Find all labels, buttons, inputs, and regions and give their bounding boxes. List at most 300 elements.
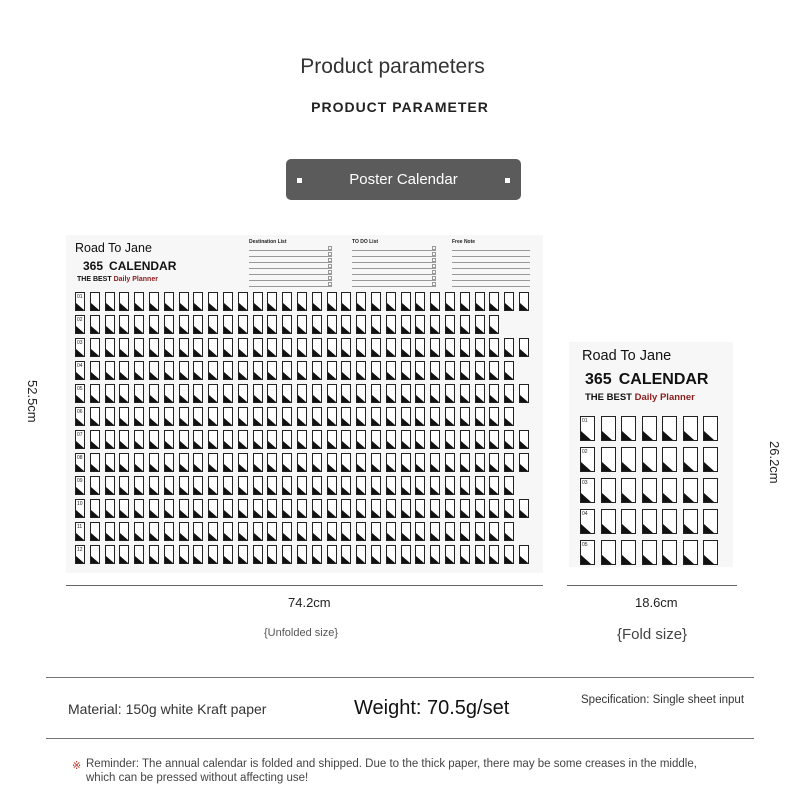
day-corner-triangle-icon xyxy=(602,462,612,471)
day-corner-triangle-icon xyxy=(461,510,469,517)
day-corner-triangle-icon xyxy=(520,510,528,517)
calendar-day-cell xyxy=(134,522,144,541)
day-corner-triangle-icon xyxy=(76,441,84,448)
day-corner-triangle-icon xyxy=(209,441,217,448)
day-corner-triangle-icon xyxy=(180,441,188,448)
calendar-day-cell xyxy=(193,430,203,449)
calendar-day-cell xyxy=(386,522,396,541)
day-corner-triangle-icon xyxy=(446,372,454,379)
day-corner-triangle-icon xyxy=(165,418,173,425)
day-corner-triangle-icon xyxy=(416,510,424,517)
list-line xyxy=(249,268,332,269)
month-number: 10 xyxy=(77,501,83,507)
calendar-day-cell xyxy=(519,338,529,357)
day-corner-triangle-icon xyxy=(372,349,380,356)
month-number: 03 xyxy=(582,480,588,486)
calendar-day-cell xyxy=(267,545,277,564)
calendar-day-cell xyxy=(601,540,616,565)
day-corner-triangle-icon xyxy=(663,555,673,564)
calendar-day-cell xyxy=(371,545,381,564)
day-corner-triangle-icon xyxy=(446,533,454,540)
calendar-day-cell xyxy=(356,453,366,472)
calendar-day-cell xyxy=(371,476,381,495)
calendar-day-cell xyxy=(475,545,485,564)
day-corner-triangle-icon xyxy=(194,510,202,517)
day-corner-triangle-icon xyxy=(416,441,424,448)
day-corner-triangle-icon xyxy=(76,533,84,540)
day-corner-triangle-icon xyxy=(387,556,395,563)
day-corner-triangle-icon xyxy=(490,441,498,448)
calendar-day-cell xyxy=(327,522,337,541)
calendar-day-cell xyxy=(238,453,248,472)
day-corner-triangle-icon xyxy=(357,510,365,517)
day-corner-triangle-icon xyxy=(313,556,321,563)
small-poster-tagline xyxy=(585,392,695,403)
day-corner-triangle-icon xyxy=(416,556,424,563)
calendar-day-cell xyxy=(662,509,677,534)
calendar-day-cell xyxy=(401,430,411,449)
day-corner-triangle-icon xyxy=(239,533,247,540)
day-corner-triangle-icon xyxy=(150,464,158,471)
day-corner-triangle-icon xyxy=(357,441,365,448)
calendar-day-cell xyxy=(341,499,351,518)
calendar-day-cell xyxy=(489,545,499,564)
calendar-day-cell xyxy=(489,430,499,449)
calendar-day-cell xyxy=(662,478,677,503)
day-corner-triangle-icon xyxy=(342,326,350,333)
calendar-day-cell xyxy=(119,315,129,334)
day-corner-triangle-icon xyxy=(342,487,350,494)
day-corner-triangle-icon xyxy=(313,487,321,494)
calendar-day-cell xyxy=(253,430,263,449)
calendar-day-cell xyxy=(445,476,455,495)
day-corner-triangle-icon xyxy=(239,349,247,356)
calendar-day-cell xyxy=(445,499,455,518)
day-corner-triangle-icon xyxy=(328,349,336,356)
day-corner-triangle-icon xyxy=(135,464,143,471)
day-corner-triangle-icon xyxy=(91,418,99,425)
calendar-day-cell xyxy=(519,453,529,472)
day-corner-triangle-icon xyxy=(431,326,439,333)
calendar-day-cell xyxy=(208,499,218,518)
list-line xyxy=(249,262,332,263)
day-corner-triangle-icon xyxy=(209,556,217,563)
calendar-day-cell xyxy=(208,361,218,380)
day-corner-triangle-icon xyxy=(194,441,202,448)
calendar-day-cell xyxy=(75,384,85,403)
month-number: 06 xyxy=(77,409,83,415)
day-corner-triangle-icon xyxy=(298,464,306,471)
calendar-day-cell xyxy=(297,430,307,449)
checkbox-icon xyxy=(432,246,436,250)
day-corner-triangle-icon xyxy=(402,464,410,471)
day-corner-triangle-icon xyxy=(431,372,439,379)
calendar-day-cell xyxy=(415,499,425,518)
calendar-day-cell xyxy=(445,545,455,564)
day-corner-triangle-icon xyxy=(76,326,84,333)
calendar-day-cell xyxy=(282,453,292,472)
checkbox-icon xyxy=(328,270,332,274)
day-corner-triangle-icon xyxy=(165,326,173,333)
calendar-day-cell xyxy=(341,476,351,495)
day-corner-triangle-icon xyxy=(476,487,484,494)
calendar-day-cell xyxy=(356,430,366,449)
day-corner-triangle-icon xyxy=(684,555,694,564)
day-corner-triangle-icon xyxy=(150,418,158,425)
calendar-day-cell xyxy=(238,338,248,357)
calendar-day-cell xyxy=(149,499,159,518)
day-corner-triangle-icon xyxy=(490,395,498,402)
checkbox-icon xyxy=(328,276,332,280)
day-corner-triangle-icon xyxy=(283,441,291,448)
day-corner-triangle-icon xyxy=(342,303,350,310)
calendar-day-cell xyxy=(105,407,115,426)
calendar-day-cell xyxy=(430,292,440,311)
calendar-day-cell xyxy=(208,522,218,541)
calendar-day-cell xyxy=(401,499,411,518)
day-corner-triangle-icon xyxy=(313,510,321,517)
day-corner-triangle-icon xyxy=(254,464,262,471)
day-corner-triangle-icon xyxy=(76,303,84,310)
calendar-day-cell xyxy=(601,447,616,472)
calendar-day-cell xyxy=(297,545,307,564)
calendar-day-cell xyxy=(134,315,144,334)
day-corner-triangle-icon xyxy=(476,441,484,448)
calendar-day-cell xyxy=(356,361,366,380)
day-corner-triangle-icon xyxy=(150,372,158,379)
day-corner-triangle-icon xyxy=(416,487,424,494)
specification-spec: Specification: Single sheet input xyxy=(581,694,745,706)
day-corner-triangle-icon xyxy=(476,510,484,517)
list-line xyxy=(452,262,530,263)
day-corner-triangle-icon xyxy=(298,326,306,333)
calendar-day-cell xyxy=(460,361,470,380)
calendar-day-cell xyxy=(460,384,470,403)
day-corner-triangle-icon xyxy=(268,303,276,310)
small-poster-number: 365 xyxy=(585,371,612,388)
day-corner-triangle-icon xyxy=(150,326,158,333)
day-corner-triangle-icon xyxy=(461,349,469,356)
day-corner-triangle-icon xyxy=(581,555,591,564)
calendar-day-cell xyxy=(327,476,337,495)
calendar-day-cell xyxy=(662,540,677,565)
calendar-day-cell xyxy=(327,430,337,449)
calendar-day-cell xyxy=(445,522,455,541)
calendar-day-cell xyxy=(193,453,203,472)
calendar-day-cell xyxy=(164,453,174,472)
checkbox-icon xyxy=(432,252,436,256)
day-corner-triangle-icon xyxy=(180,395,188,402)
calendar-day-cell xyxy=(415,292,425,311)
calendar-day-cell xyxy=(445,361,455,380)
day-corner-triangle-icon xyxy=(476,326,484,333)
day-corner-triangle-icon xyxy=(602,431,612,440)
free-note-label: Free Note xyxy=(452,239,476,245)
calendar-day-cell xyxy=(371,361,381,380)
calendar-day-cell xyxy=(119,361,129,380)
month-number: 05 xyxy=(582,542,588,548)
calendar-day-cell xyxy=(179,361,189,380)
day-corner-triangle-icon xyxy=(643,431,653,440)
day-corner-triangle-icon xyxy=(150,395,158,402)
day-corner-triangle-icon xyxy=(581,493,591,502)
day-corner-triangle-icon xyxy=(387,372,395,379)
calendar-day-cell xyxy=(75,522,85,541)
calendar-day-cell xyxy=(90,315,100,334)
calendar-day-cell xyxy=(415,384,425,403)
calendar-day-cell xyxy=(105,453,115,472)
day-corner-triangle-icon xyxy=(194,487,202,494)
day-corner-triangle-icon xyxy=(239,441,247,448)
day-corner-triangle-icon xyxy=(91,556,99,563)
day-corner-triangle-icon xyxy=(180,326,188,333)
calendar-day-cell xyxy=(371,522,381,541)
day-corner-triangle-icon xyxy=(328,372,336,379)
calendar-day-cell xyxy=(193,499,203,518)
day-corner-triangle-icon xyxy=(372,487,380,494)
calendar-day-cell xyxy=(90,338,100,357)
calendar-day-cell xyxy=(703,416,718,441)
day-corner-triangle-icon xyxy=(431,510,439,517)
day-corner-triangle-icon xyxy=(194,464,202,471)
calendar-day-cell xyxy=(75,315,85,334)
checkbox-icon xyxy=(432,270,436,274)
calendar-day-cell xyxy=(297,361,307,380)
calendar-day-cell xyxy=(445,338,455,357)
calendar-day-cell xyxy=(642,540,657,565)
day-corner-triangle-icon xyxy=(254,349,262,356)
list-line xyxy=(249,280,332,281)
day-corner-triangle-icon xyxy=(283,556,291,563)
day-corner-triangle-icon xyxy=(194,418,202,425)
day-corner-triangle-icon xyxy=(313,441,321,448)
badge-label: Poster Calendar xyxy=(349,171,458,188)
day-corner-triangle-icon xyxy=(704,462,714,471)
list-line xyxy=(352,286,436,287)
calendar-day-cell xyxy=(149,545,159,564)
day-corner-triangle-icon xyxy=(357,464,365,471)
calendar-day-cell xyxy=(134,292,144,311)
day-corner-triangle-icon xyxy=(224,326,232,333)
day-corner-triangle-icon xyxy=(150,349,158,356)
day-corner-triangle-icon xyxy=(180,533,188,540)
calendar-day-cell xyxy=(238,430,248,449)
day-corner-triangle-icon xyxy=(165,372,173,379)
calendar-day-cell xyxy=(683,509,698,534)
day-corner-triangle-icon xyxy=(446,510,454,517)
calendar-day-cell xyxy=(703,540,718,565)
day-corner-triangle-icon xyxy=(224,510,232,517)
day-corner-triangle-icon xyxy=(357,372,365,379)
month-number: 08 xyxy=(77,455,83,461)
calendar-day-cell xyxy=(105,430,115,449)
calendar-day-cell xyxy=(386,315,396,334)
calendar-day-cell xyxy=(356,384,366,403)
day-corner-triangle-icon xyxy=(120,372,128,379)
day-corner-triangle-icon xyxy=(224,395,232,402)
day-corner-triangle-icon xyxy=(120,556,128,563)
day-corner-triangle-icon xyxy=(416,372,424,379)
day-corner-triangle-icon xyxy=(372,395,380,402)
day-corner-triangle-icon xyxy=(704,431,714,440)
calendar-day-cell xyxy=(504,292,514,311)
small-poster-image xyxy=(569,342,733,567)
calendar-day-cell xyxy=(460,545,470,564)
month-number: 01 xyxy=(77,294,83,300)
calendar-day-cell xyxy=(371,292,381,311)
day-corner-triangle-icon xyxy=(298,510,306,517)
day-corner-triangle-icon xyxy=(283,533,291,540)
large-poster-brand: Road To Jane xyxy=(75,241,152,255)
day-corner-triangle-icon xyxy=(239,326,247,333)
day-corner-triangle-icon xyxy=(431,349,439,356)
day-corner-triangle-icon xyxy=(402,487,410,494)
day-corner-triangle-icon xyxy=(135,487,143,494)
day-corner-triangle-icon xyxy=(76,510,84,517)
calendar-day-cell xyxy=(238,545,248,564)
calendar-day-cell xyxy=(580,540,595,565)
calendar-day-cell xyxy=(105,522,115,541)
calendar-day-cell xyxy=(223,292,233,311)
calendar-day-cell xyxy=(179,407,189,426)
calendar-day-cell xyxy=(356,522,366,541)
day-corner-triangle-icon xyxy=(704,493,714,502)
day-corner-triangle-icon xyxy=(239,556,247,563)
calendar-day-cell xyxy=(475,315,485,334)
checkbox-icon xyxy=(328,246,332,250)
day-corner-triangle-icon xyxy=(298,349,306,356)
day-corner-triangle-icon xyxy=(476,533,484,540)
day-corner-triangle-icon xyxy=(490,487,498,494)
day-corner-triangle-icon xyxy=(209,326,217,333)
calendar-day-cell xyxy=(445,430,455,449)
calendar-day-cell xyxy=(223,407,233,426)
calendar-day-cell xyxy=(386,430,396,449)
calendar-day-cell xyxy=(164,384,174,403)
calendar-day-cell xyxy=(134,430,144,449)
day-corner-triangle-icon xyxy=(416,326,424,333)
calendar-day-cell xyxy=(371,315,381,334)
day-corner-triangle-icon xyxy=(461,556,469,563)
large-poster-calendar: CALENDAR xyxy=(109,259,177,273)
calendar-day-cell xyxy=(489,338,499,357)
day-corner-triangle-icon xyxy=(490,372,498,379)
day-corner-triangle-icon xyxy=(505,349,513,356)
calendar-day-cell xyxy=(489,315,499,334)
calendar-day-cell xyxy=(371,384,381,403)
month-number: 02 xyxy=(77,317,83,323)
day-corner-triangle-icon xyxy=(120,510,128,517)
calendar-day-cell xyxy=(253,384,263,403)
calendar-day-cell xyxy=(312,430,322,449)
calendar-day-cell xyxy=(415,315,425,334)
day-corner-triangle-icon xyxy=(684,493,694,502)
day-corner-triangle-icon xyxy=(165,395,173,402)
day-corner-triangle-icon xyxy=(268,349,276,356)
calendar-day-cell xyxy=(208,407,218,426)
day-corner-triangle-icon xyxy=(135,303,143,310)
day-corner-triangle-icon xyxy=(431,441,439,448)
calendar-day-cell xyxy=(519,292,529,311)
day-corner-triangle-icon xyxy=(643,555,653,564)
calendar-day-cell xyxy=(327,545,337,564)
calendar-day-cell xyxy=(179,338,189,357)
day-corner-triangle-icon xyxy=(372,441,380,448)
day-corner-triangle-icon xyxy=(684,431,694,440)
calendar-day-cell xyxy=(238,315,248,334)
spec-top-divider xyxy=(46,677,754,678)
day-corner-triangle-icon xyxy=(490,303,498,310)
checkbox-icon xyxy=(328,282,332,286)
calendar-day-cell xyxy=(683,447,698,472)
calendar-day-cell xyxy=(327,338,337,357)
day-corner-triangle-icon xyxy=(313,395,321,402)
calendar-day-cell xyxy=(356,292,366,311)
day-corner-triangle-icon xyxy=(416,349,424,356)
calendar-day-cell xyxy=(415,453,425,472)
calendar-day-cell xyxy=(386,292,396,311)
calendar-day-cell xyxy=(75,476,85,495)
calendar-day-cell xyxy=(253,315,263,334)
day-corner-triangle-icon xyxy=(490,464,498,471)
calendar-day-cell xyxy=(282,315,292,334)
day-corner-triangle-icon xyxy=(120,303,128,310)
day-corner-triangle-icon xyxy=(387,326,395,333)
month-number: 07 xyxy=(77,432,83,438)
calendar-day-cell xyxy=(430,338,440,357)
day-corner-triangle-icon xyxy=(106,533,114,540)
free-note-section xyxy=(452,239,475,245)
calendar-day-cell xyxy=(208,338,218,357)
day-corner-triangle-icon xyxy=(402,418,410,425)
calendar-day-cell xyxy=(386,499,396,518)
calendar-day-cell xyxy=(519,430,529,449)
calendar-day-cell xyxy=(341,361,351,380)
day-corner-triangle-icon xyxy=(150,510,158,517)
calendar-day-cell xyxy=(341,407,351,426)
calendar-day-cell xyxy=(238,476,248,495)
day-corner-triangle-icon xyxy=(194,556,202,563)
calendar-day-cell xyxy=(90,499,100,518)
calendar-day-cell xyxy=(356,476,366,495)
day-corner-triangle-icon xyxy=(663,493,673,502)
calendar-day-cell xyxy=(267,361,277,380)
calendar-day-cell xyxy=(504,499,514,518)
day-corner-triangle-icon xyxy=(357,326,365,333)
day-corner-triangle-icon xyxy=(254,395,262,402)
day-corner-triangle-icon xyxy=(283,487,291,494)
calendar-day-cell xyxy=(415,407,425,426)
calendar-day-cell xyxy=(489,499,499,518)
large-poster-image xyxy=(66,235,543,573)
day-corner-triangle-icon xyxy=(194,303,202,310)
calendar-day-cell xyxy=(90,407,100,426)
calendar-day-cell xyxy=(621,478,636,503)
day-corner-triangle-icon xyxy=(239,464,247,471)
day-corner-triangle-icon xyxy=(165,464,173,471)
calendar-day-cell xyxy=(90,430,100,449)
large-poster-title xyxy=(83,259,176,273)
calendar-day-cell xyxy=(164,522,174,541)
calendar-day-cell xyxy=(601,416,616,441)
large-width-line xyxy=(66,585,543,586)
day-corner-triangle-icon xyxy=(505,303,513,310)
calendar-day-cell xyxy=(642,447,657,472)
day-corner-triangle-icon xyxy=(342,533,350,540)
day-corner-triangle-icon xyxy=(209,487,217,494)
day-corner-triangle-icon xyxy=(476,349,484,356)
calendar-day-cell xyxy=(119,522,129,541)
